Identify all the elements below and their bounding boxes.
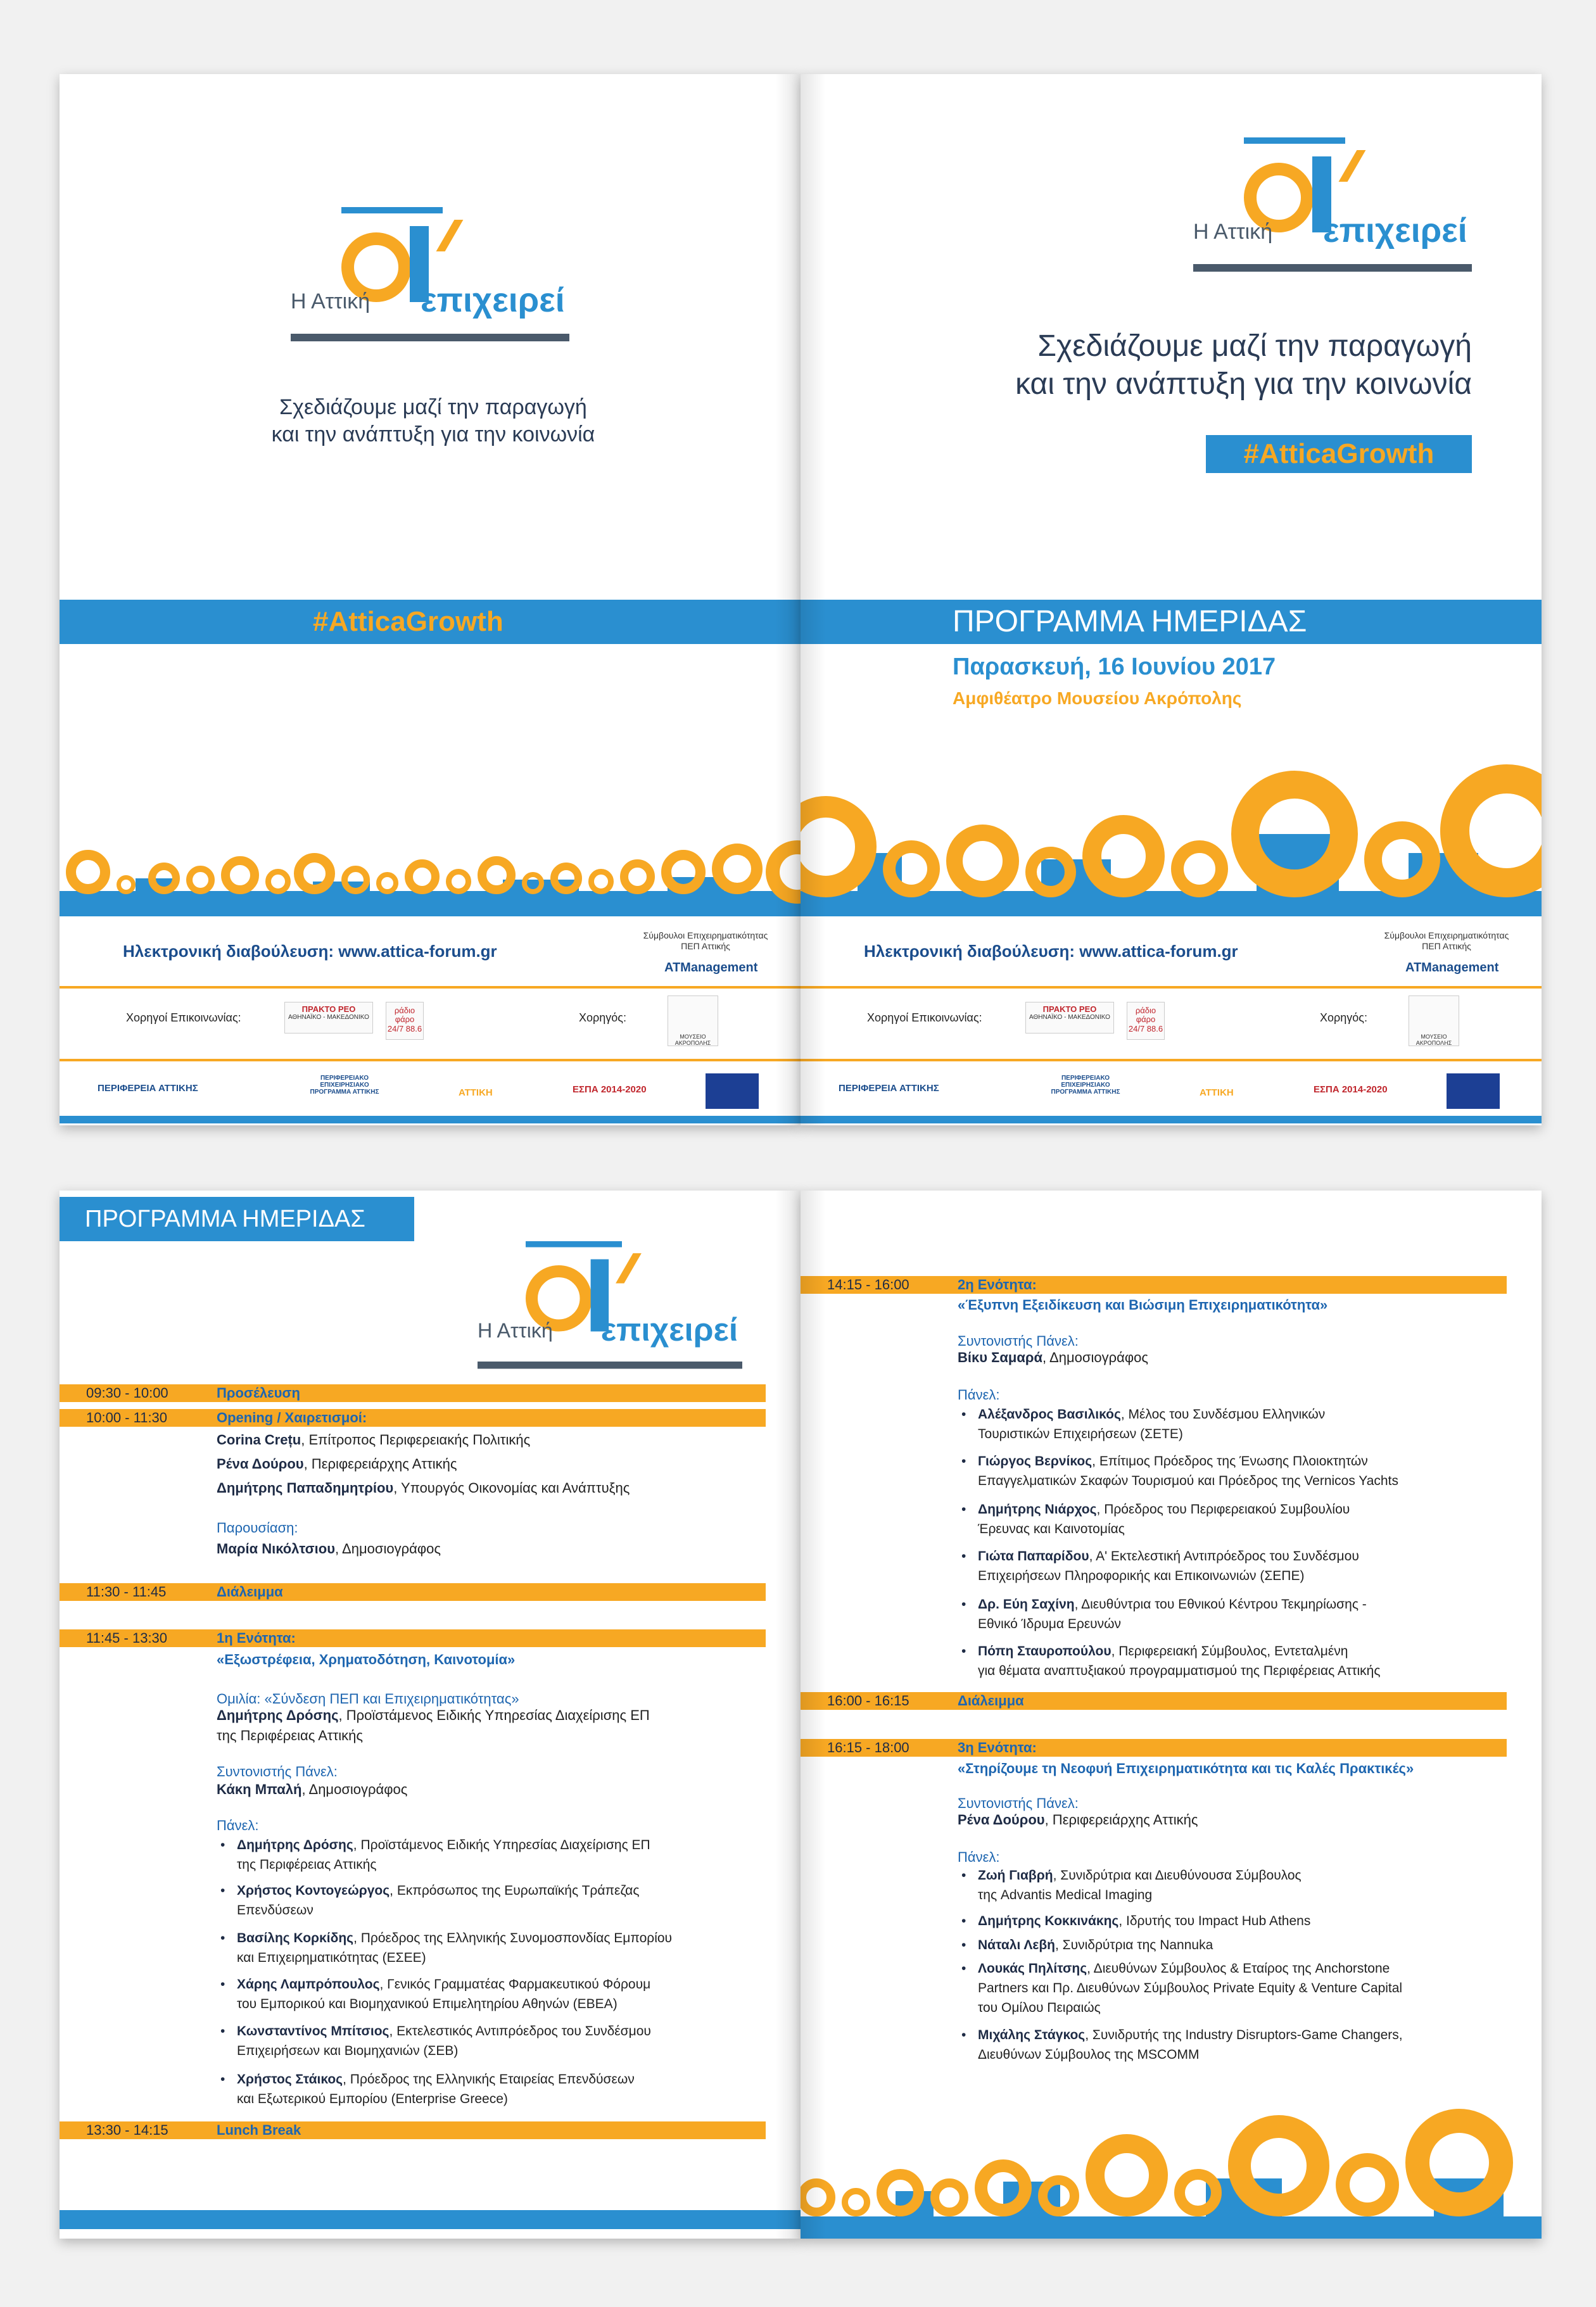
ring xyxy=(1228,2115,1329,2216)
panel-name: Πόπη Σταυροπούλου xyxy=(978,1644,1112,1659)
brand-logo xyxy=(291,207,569,359)
spine-shade xyxy=(775,74,801,1125)
panel-name: Δημήτρης Δρόσης xyxy=(237,1838,353,1852)
program-right-page xyxy=(801,1191,1542,2239)
moderator-label: Συντονιστής Πάνελ: xyxy=(958,1333,1079,1349)
logo-accent xyxy=(1339,150,1366,182)
bottom-strip xyxy=(801,1116,1542,1123)
sponsor1-sub: ΑΘΗΝΑΪΚΟ - ΜΑΚΕΔΟΝΙΚΟ xyxy=(1029,1014,1110,1021)
sponsor-pratagoras-logo xyxy=(1025,1002,1114,1033)
panel-role-cont: του Ομίλου Πειραιώς xyxy=(978,2000,1101,2015)
comm-sponsors-label: Χορηγοί Επικοινωνίας: xyxy=(126,1011,241,1024)
speaker-line xyxy=(217,1478,630,1498)
ring xyxy=(1082,815,1165,897)
speaker-name: Δημήτρης Δρόσης xyxy=(217,1707,339,1723)
panel-name: Χρήστος Κοντογεώργος xyxy=(237,1883,390,1898)
panel-name: Δρ. Εύη Σαχίνη xyxy=(978,1597,1075,1612)
panel-role: , Εκτελεστικός Αντιπρόεδρος του Συνδέσμου xyxy=(389,2024,651,2038)
slot-time: 16:00 - 16:15 xyxy=(827,1693,909,1709)
slot-title: Lunch Break xyxy=(217,2122,301,2138)
ring xyxy=(265,869,291,894)
sponsor-radio-logo: ράδιο φάρο 24/7 88.6 xyxy=(386,1002,424,1040)
sponsor-museum-logo: ΜΟΥΣΕΙΟ ΑΚΡΟΠΟΛΗΣ xyxy=(1409,995,1459,1046)
panel-role-cont: Partners και Πρ. Διευθύνων Σύμβουλος Private Equity & Venture Capital xyxy=(978,1981,1403,1995)
slot-title: Διάλειμμα xyxy=(217,1584,283,1600)
slot-title: 1η Ενότητα: xyxy=(217,1630,296,1646)
sponsor1-name: ΠΡΑΚΤΟ ΡΕΟ xyxy=(1042,1004,1097,1014)
panel-role: , Πρόεδρος της Ελληνικής Εταιρείας Επενδύσεων xyxy=(343,2072,635,2087)
slot-time: 13:30 - 14:15 xyxy=(86,2122,168,2138)
ring xyxy=(1038,2175,1079,2216)
sponsor-label: Χορηγός: xyxy=(579,1011,626,1024)
slot-break-2 xyxy=(801,1692,1507,1710)
ring xyxy=(1336,2153,1399,2216)
footer-divider xyxy=(801,986,1542,989)
slot-time: 14:15 - 16:00 xyxy=(827,1277,909,1293)
panel-role: , Διευθύνων Σύμβουλος & Εταίρος της Anchorstone xyxy=(1087,1961,1390,1976)
speaker-role: , Δημοσιογράφος xyxy=(335,1541,441,1557)
event-date: Παρασκευή, 16 Ιουνίου 2017 xyxy=(953,654,1276,680)
program-left-page xyxy=(60,1191,801,2239)
speaker-line xyxy=(217,1779,407,1800)
ring xyxy=(975,2159,1032,2216)
session-quote: «Στηρίζουμε τη Νεοφυή Επιχειρηματικότητα και τις Καλές Πρακτικές» xyxy=(958,1760,1414,1776)
panel-member xyxy=(961,1935,1535,1955)
panel-role-cont: Επιχειρήσεων και Βιομηχανιών (ΣΕΒ) xyxy=(237,2044,459,2058)
ring xyxy=(221,856,259,894)
panel-member xyxy=(961,2025,1535,2064)
panel-member xyxy=(961,1500,1535,1539)
panel-role: , Γενικός Γραμματέας Φαρμακευτικού Φόρουμ xyxy=(379,1977,651,1992)
bullet-icon: • xyxy=(220,2024,225,2038)
ring xyxy=(842,2188,870,2216)
slogan-line-2: και την ανάπτυξη για την κοινωνία xyxy=(271,422,595,446)
panel-label: Πάνελ: xyxy=(958,1849,1000,1865)
speaker-line xyxy=(217,1454,457,1474)
panel-member xyxy=(961,1451,1535,1491)
bullet-icon: • xyxy=(961,1868,966,1883)
program-header: ΠΡΟΓΡΑΜΜΑ ΗΜΕΡΙΔΑΣ xyxy=(60,1197,414,1241)
panel-role: , Προϊστάμενος Ειδικής Υπηρεσίας Διαχείρισης ΕΠ xyxy=(353,1838,650,1852)
speaker-role-cont: της Περιφέρειας Αττικής xyxy=(217,1728,364,1743)
ring-base-strip xyxy=(801,2216,1542,2239)
slogan-line-1: Σχεδιάζουμε μαζί την παραγωγή xyxy=(1037,329,1472,363)
panel-member xyxy=(220,1975,794,2014)
panel-role-cont: Εθνικό Ίδρυμα Ερευνών xyxy=(978,1617,1122,1631)
panel-role: , Εκπρόσωπος της Ευρωπαϊκής Τράπεζας xyxy=(390,1883,640,1898)
spine-shade xyxy=(801,1191,826,2239)
speaker-line xyxy=(217,1430,530,1450)
slot-arrival xyxy=(60,1384,766,1402)
panel-role-cont: της Περιφέρειας Αττικής xyxy=(237,1857,377,1872)
panel-member xyxy=(220,1835,794,1874)
panel-role-cont: και Εξωτερικού Εμπορίου (Enterprise Greece) xyxy=(237,2092,508,2106)
hashtag-box: #AtticaGrowth xyxy=(1206,435,1472,473)
logo-small-text: Η Αττική xyxy=(1193,220,1273,244)
panel-role: , Α' Εκτελεστική Αντιπρόεδρος του Συνδέσμου xyxy=(1089,1549,1359,1564)
logo-big-text: επιχειρεί xyxy=(421,281,565,319)
ring xyxy=(376,872,398,894)
slot-time: 10:00 - 11:30 xyxy=(86,1410,168,1425)
panel-label: Πάνελ: xyxy=(958,1387,1000,1403)
ring xyxy=(1171,840,1228,897)
ring xyxy=(883,840,940,897)
panel-label: Πάνελ: xyxy=(217,1817,259,1833)
panel-member xyxy=(220,1928,794,1968)
advisor-line-2: ΠΕΠ Αττικής xyxy=(1422,940,1471,951)
program-title-band: ΠΡΟΓΡΑΜΜΑ ΗΜΕΡΙΔΑΣ xyxy=(801,600,1542,644)
ring xyxy=(405,859,440,894)
logo-bottom-bar xyxy=(1193,264,1472,272)
panel-role-cont: Επαγγελματικών Σκαφών Τουρισμού και Πρόεδρος της Vernicos Yachts xyxy=(978,1474,1398,1488)
panel-name: Γιώτα Παπαρίδου xyxy=(978,1549,1089,1564)
slot-session-3 xyxy=(801,1739,1507,1757)
logo-pep-attica: ΠΕΡΙΦΕΡΕΙΑΚΟ ΕΠΙΧΕΙΡΗΣΙΑΚΟ ΠΡΟΓΡΑΜΜΑ ΑΤΤΙΚΗΣ xyxy=(310,1075,379,1096)
bullet-icon: • xyxy=(220,1977,225,1992)
ring xyxy=(946,825,1019,897)
hashtag-band: #AtticaGrowth xyxy=(60,600,801,644)
logo-region-attica: ΠΕΡΙΦΕΡΕΙΑ ΑΤΤΙΚΗΣ xyxy=(98,1083,198,1094)
consultation-text: Ηλεκτρονική διαβούλευση: www.attica-forum.gr xyxy=(864,942,1238,961)
sponsor1-sub: ΑΘΗΝΑΪΚΟ - ΜΑΚΕΔΟΝΙΚΟ xyxy=(288,1014,369,1021)
bullet-icon: • xyxy=(961,1597,966,1612)
panel-member xyxy=(220,2021,794,2061)
panel-name: Κωνσταντίνος Μπίτσιος xyxy=(237,2024,390,2038)
speaker-line xyxy=(217,1705,650,1726)
ring xyxy=(66,850,110,894)
panel-role-cont: Επιχειρήσεων Πληροφορικής και Επικοινωνιών (ΣΕΠΕ) xyxy=(978,1569,1305,1583)
slot-time: 11:45 - 13:30 xyxy=(86,1630,168,1646)
panel-role: , Συνιδρύτρια της Nannuka xyxy=(1054,1938,1213,1952)
bullet-icon: • xyxy=(220,1838,225,1852)
advisor-line-1: Σύμβουλοι Επιχειρηματικότητας xyxy=(643,930,768,940)
logo-accent xyxy=(436,220,464,251)
advisor-label xyxy=(617,930,794,952)
sponsor-pratagoras-logo xyxy=(284,1002,373,1033)
ring xyxy=(522,872,544,894)
logo-attiki: ΑΤΤΙΚΗ xyxy=(1200,1087,1234,1098)
session-quote: «Εξωστρέφεια, Χρηματοδότηση, Καινοτομία» xyxy=(217,1652,516,1667)
speaker-line xyxy=(958,1348,1148,1368)
panel-role: , Συνιδρύτρια και Διευθύνουσα Σύμβουλος xyxy=(1053,1868,1302,1883)
moderator-label: Συντονιστής Πάνελ: xyxy=(217,1764,338,1779)
slogan xyxy=(243,394,623,448)
speaker-name: Ρένα Δούρου xyxy=(217,1456,304,1472)
panel-name: Νάταλι Λεβή xyxy=(978,1938,1055,1952)
panel-member xyxy=(961,1546,1535,1586)
logo-big-text: επιχειρεί xyxy=(600,1312,738,1348)
advisor-logo: ATManagement xyxy=(664,961,758,975)
speaker-name: Κάκη Μπαλή xyxy=(217,1781,302,1797)
bullet-icon: • xyxy=(961,2028,966,2042)
brand-logo xyxy=(478,1241,742,1386)
bullet-icon: • xyxy=(220,1931,225,1945)
bottom-strip xyxy=(60,1116,801,1123)
speaker-name: Μαρία Νικόλτσιου xyxy=(217,1541,336,1557)
slot-session-2 xyxy=(801,1276,1507,1294)
logo-region-attica: ΠΕΡΙΦΕΡΕΙΑ ΑΤΤΙΚΗΣ xyxy=(839,1083,939,1094)
advisor-line-2: ΠΕΠ Αττικής xyxy=(681,940,730,951)
speaker-role: , Δημοσιογράφος xyxy=(301,1781,408,1797)
speaker-role: , Επίτροπος Περιφερειακής Πολιτικής xyxy=(301,1432,531,1448)
ring xyxy=(661,850,706,894)
panel-role: , Μέλος του Συνδέσμου Ελληνικών xyxy=(1120,1407,1326,1422)
bullet-icon: • xyxy=(961,1938,966,1952)
panel-name: Βασίλης Κορκίδης xyxy=(237,1931,354,1945)
speaker-role: , Περιφερειάρχης Αττικής xyxy=(1044,1812,1198,1828)
slot-lunch xyxy=(60,2121,766,2139)
panel-role: , Πρόεδρος της Ελληνικής Συνομοσπονδίας Εμπορίου xyxy=(353,1931,673,1945)
slogan xyxy=(940,327,1472,403)
slogan-line-1: Σχεδιάζουμε μαζί την παραγωγή xyxy=(279,395,587,419)
panel-role-cont: για θέματα αναπτυξιακού προγραμματισμού της Περιφέρειας Αττικής xyxy=(978,1664,1381,1678)
spine-shade xyxy=(775,1191,801,2239)
logo-top-bar xyxy=(526,1241,622,1248)
panel-member xyxy=(220,2070,794,2109)
slot-session-1 xyxy=(60,1629,766,1647)
sponsor-radio-logo: ράδιο φάρο 24/7 88.6 xyxy=(1127,1002,1165,1040)
slot-time: 16:15 - 18:00 xyxy=(827,1740,909,1755)
ring xyxy=(1174,2169,1222,2216)
panel-name: Γιώργος Βερνίκος xyxy=(978,1454,1092,1469)
logo-espa: ΕΣΠΑ 2014-2020 xyxy=(1314,1084,1388,1095)
panel-role: , Διευθύντρια του Εθνικού Κέντρου Τεκμηρίωσης - xyxy=(1074,1597,1367,1612)
panel-member xyxy=(961,1866,1535,1905)
presenter-label: Παρουσίαση: xyxy=(217,1520,298,1536)
panel-role: , Πρόεδρος του Περιφερειακού Συμβουλίου xyxy=(1096,1502,1350,1517)
panel-role: , Συνιδρυτής της Industry Disruptors-Game Changers, xyxy=(1085,2028,1403,2042)
panel-name: Χάρης Λαμπρόπουλος xyxy=(237,1977,380,1992)
panel-role: , Ιδρυτής του Impact Hub Athens xyxy=(1118,1914,1311,1928)
bullet-icon: • xyxy=(961,1914,966,1928)
logo-big-text: επιχειρεί xyxy=(1323,212,1467,250)
panel-member xyxy=(961,1641,1535,1681)
speaker-role: , Δημοσιογράφος xyxy=(1042,1349,1148,1365)
ring xyxy=(877,2169,924,2216)
event-venue: Αμφιθέατρο Μουσείου Ακρόπολης xyxy=(953,688,1242,708)
panel-name: Χρήστος Στάικος xyxy=(237,2072,343,2087)
logo-bottom-bar xyxy=(478,1362,742,1368)
ring xyxy=(186,866,215,894)
ring xyxy=(1231,771,1358,897)
panel-role-cont: Επενδύσεων xyxy=(237,1903,314,1918)
talk-label: Ομιλία: «Σύνδεση ΠΕΠ και Επιχειρηματικότητας» xyxy=(217,1691,519,1707)
panel-member xyxy=(220,1881,794,1920)
ring xyxy=(478,856,516,894)
session-quote: «Έξυπνη Εξειδίκευση και Βιώσιμη Επιχειρηματικότητα» xyxy=(958,1297,1328,1313)
ring xyxy=(341,866,370,894)
panel-member xyxy=(961,1959,1535,2018)
consultation-text: Ηλεκτρονική διαβούλευση: www.attica-forum.gr xyxy=(123,942,497,961)
bottom-strip xyxy=(60,2210,801,2229)
panel-role-cont: Έρευνας και Καινοτομίας xyxy=(978,1522,1125,1536)
panel-name: Αλέξανδρος Βασιλικός xyxy=(978,1407,1121,1422)
ring xyxy=(1364,821,1440,897)
panel-member xyxy=(961,1405,1535,1444)
speaker-role: , Περιφερειάρχης Αττικής xyxy=(303,1456,457,1472)
footer-divider xyxy=(60,1059,801,1061)
logo-attiki: ΑΤΤΙΚΗ xyxy=(459,1087,493,1098)
slot-opening xyxy=(60,1409,766,1427)
ring xyxy=(1086,2134,1168,2216)
sponsor-label: Χορηγός: xyxy=(1320,1011,1367,1024)
advisor-label xyxy=(1358,930,1535,952)
moderator-label: Συντονιστής Πάνελ: xyxy=(958,1795,1079,1811)
speaker-role: , Προϊστάμενος Ειδικής Υπηρεσίας Διαχείρισης ΕΠ xyxy=(338,1707,650,1723)
panel-name: Μιχάλης Στάγκος xyxy=(978,2028,1086,2042)
slogan-line-2: και την ανάπτυξη για την κοινωνία xyxy=(1015,367,1472,401)
logo-bottom-bar xyxy=(291,334,569,341)
ring xyxy=(1405,2109,1513,2216)
bullet-icon: • xyxy=(220,1883,225,1898)
panel-role-cont: Διευθύνων Σύμβουλος της MSCOMM xyxy=(978,2047,1200,2062)
speaker-line xyxy=(217,1539,441,1559)
ring xyxy=(550,863,582,894)
cover-right-page xyxy=(801,74,1542,1125)
slot-time: 09:30 - 10:00 xyxy=(86,1385,168,1401)
speaker-name: Corina Crețu xyxy=(217,1432,301,1448)
slot-title: 2η Ενότητα: xyxy=(958,1277,1037,1293)
bullet-icon: • xyxy=(961,1407,966,1422)
panel-name: Λουκάς Πηλίτσης xyxy=(978,1961,1087,1976)
ring xyxy=(620,859,655,894)
panel-role-cont: και Επιχειρηματικότητας (ΕΣΕΕ) xyxy=(237,1950,426,1965)
panel-role-cont: Τουριστικών Επιχειρήσεων (ΣΕΤΕ) xyxy=(978,1427,1183,1441)
logo-small-text: Η Αττική xyxy=(291,289,370,313)
speaker-name: Βίκυ Σαμαρά xyxy=(958,1349,1043,1365)
footer-divider xyxy=(801,1059,1542,1061)
bullet-icon: • xyxy=(961,1961,966,1976)
ring xyxy=(148,863,180,894)
panel-role-cont: της Advantis Medical Imaging xyxy=(978,1888,1153,1902)
speaker-line xyxy=(958,1810,1198,1830)
logo-pep-attica: ΠΕΡΙΦΕΡΕΙΑΚΟ ΕΠΙΧΕΙΡΗΣΙΑΚΟ ΠΡΟΓΡΑΜΜΑ ΑΤΤΙΚΗΣ xyxy=(1051,1075,1120,1096)
speaker-name: Δημήτρης Παπαδημητρίου xyxy=(217,1480,394,1496)
footer-divider xyxy=(60,986,801,989)
panel-role: , Περιφερειακή Σύμβουλος, Εντεταλμένη xyxy=(1111,1644,1348,1659)
ring xyxy=(294,853,335,894)
panel-name: Ζωή Γιαβρή xyxy=(978,1868,1053,1883)
ring xyxy=(712,844,763,894)
cover-left-page xyxy=(60,74,801,1125)
advisor-line-1: Σύμβουλοι Επιχειρηματικότητας xyxy=(1384,930,1509,940)
advisor-logo: ATManagement xyxy=(1405,961,1499,975)
ring xyxy=(446,869,471,894)
logo-top-bar xyxy=(1244,137,1345,144)
panel-name: Δημήτρης Νιάρχος xyxy=(978,1502,1097,1517)
slot-title: Opening / Χαιρετισμοί: xyxy=(217,1410,367,1425)
panel-role: , Επίτιμος Πρόεδρος της Ένωσης Πλοιοκτητών xyxy=(1092,1454,1368,1469)
slot-title: 3η Ενότητα: xyxy=(958,1740,1037,1755)
bullet-icon: • xyxy=(961,1549,966,1564)
brand-logo xyxy=(1193,137,1472,289)
slot-title: Διάλειμμα xyxy=(958,1693,1024,1709)
bullet-icon: • xyxy=(961,1644,966,1659)
eu-flag-icon xyxy=(1447,1073,1500,1109)
speaker-role: , Υπουργός Οικονομίας και Ανάπτυξης xyxy=(393,1480,630,1496)
ring xyxy=(117,875,136,894)
ring xyxy=(1025,847,1076,897)
panel-name: Δημήτρης Κοκκινάκης xyxy=(978,1914,1119,1928)
bullet-icon: • xyxy=(220,2072,225,2087)
slot-title: Προσέλευση xyxy=(217,1385,300,1401)
panel-member xyxy=(961,1911,1535,1931)
comm-sponsors-label: Χορηγοί Επικοινωνίας: xyxy=(867,1011,982,1024)
bullet-icon: • xyxy=(961,1502,966,1517)
logo-small-text: Η Αττική xyxy=(478,1319,553,1343)
slot-time: 11:30 - 11:45 xyxy=(86,1584,167,1600)
speaker-name: Ρένα Δούρου xyxy=(958,1812,1045,1828)
spine-shade xyxy=(801,74,826,1125)
logo-espa: ΕΣΠΑ 2014-2020 xyxy=(573,1084,647,1095)
sponsor1-name: ΠΡΑΚΤΟ ΡΕΟ xyxy=(301,1004,356,1014)
logo-top-bar xyxy=(341,207,443,213)
panel-role-cont: του Εμπορικού και Βιομηχανικού Επιμελητηρίου Αθηνών (ΕΒΕΑ) xyxy=(237,1997,618,2011)
ring xyxy=(588,869,614,894)
sponsor-museum-logo: ΜΟΥΣΕΙΟ ΑΚΡΟΠΟΛΗΣ xyxy=(668,995,718,1046)
eu-flag-icon xyxy=(706,1073,759,1109)
logo-accent xyxy=(616,1253,642,1284)
slot-break xyxy=(60,1583,766,1601)
ring xyxy=(930,2178,968,2216)
panel-member xyxy=(961,1595,1535,1634)
bullet-icon: • xyxy=(961,1454,966,1469)
